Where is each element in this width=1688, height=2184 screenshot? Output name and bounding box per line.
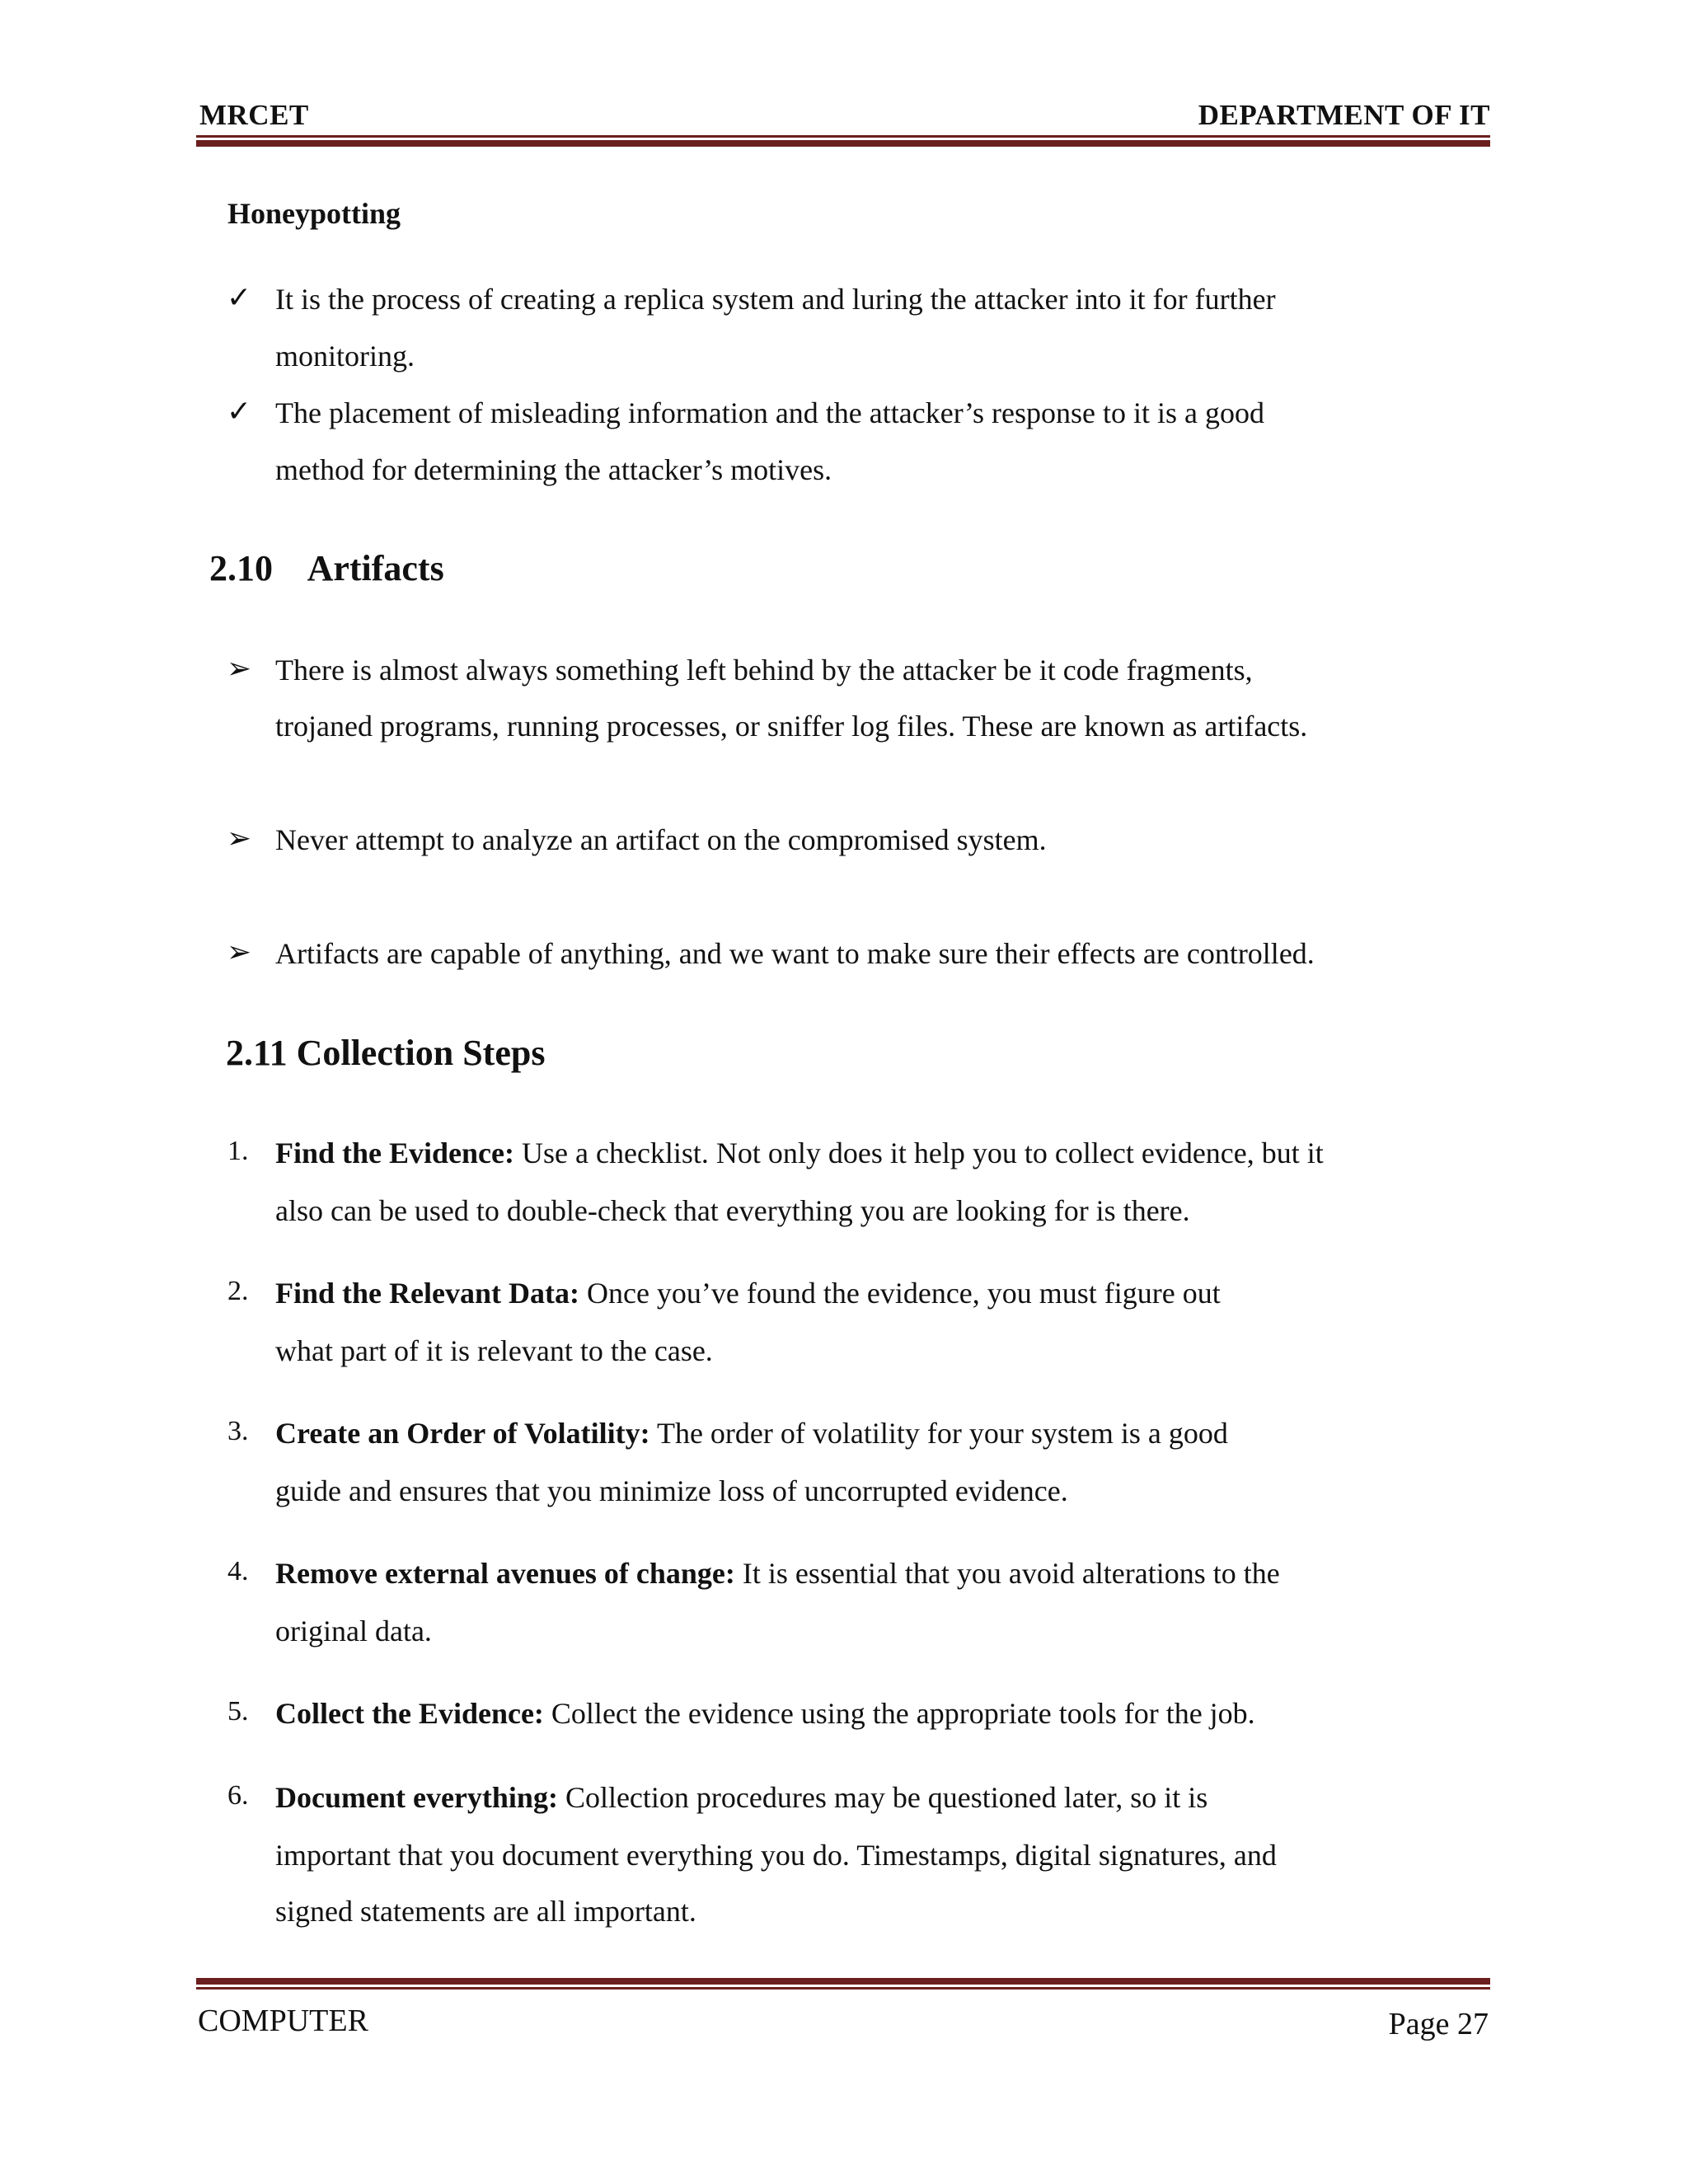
header-rule-thin <box>196 135 1490 138</box>
artifacts-section-title: 2.10 Artifacts <box>209 548 444 588</box>
artifacts-item-2-line-1: Never attempt to analyze an artifact on the compromised system. <box>275 823 1047 856</box>
collection-item-6-line-2: important that you document everything you do. Timestamps, digital signatures, and <box>275 1839 1277 1872</box>
collection-item-4-line-1 <box>275 1544 1280 1602</box>
artifacts-item-1-line-2: trojaned programs, running processes, or sniffer log files. These are known as artifacts. <box>275 710 1308 743</box>
collection-item-1-line-1 <box>275 1124 1324 1182</box>
collection-item-6-number: 6. <box>227 1780 249 1811</box>
collection-item-1-number: 1. <box>227 1136 249 1166</box>
arrow-bullet-icon: ➢ <box>226 652 252 685</box>
collection-item-4-line-2: original data. <box>275 1615 432 1647</box>
collection-item-2-text: Once you’ve found the evidence, you must figure out <box>579 1277 1221 1310</box>
collection-item-6-line-1 <box>275 1769 1207 1826</box>
collection-item-6-label: Document everything: <box>275 1781 558 1814</box>
collection-item-2-label: Find the Relevant Data: <box>275 1277 579 1310</box>
collection-item-3-label: Create an Order of Volatility: <box>275 1417 650 1450</box>
check-bullet-icon: ✓ <box>226 395 252 428</box>
honeypotting-item-2-line-1: The placement of misleading information and the attacker’s response to it is a good <box>275 396 1264 429</box>
arrow-bullet-icon: ➢ <box>226 935 252 968</box>
page-number: Page 27 <box>1388 2007 1489 2041</box>
artifacts-item-3-line-1: Artifacts are capable of anything, and we want to make sure their effects are controlled. <box>275 937 1315 970</box>
header-left-title: MRCET <box>199 99 309 131</box>
collection-item-5-line-1 <box>275 1685 1255 1742</box>
collection-item-4-number: 4. <box>227 1556 249 1586</box>
collection-item-6-text: Collection procedures may be questioned later, so it is <box>557 1781 1208 1814</box>
collection-item-2-number: 2. <box>227 1276 249 1306</box>
footer-rule-thick <box>196 1978 1490 1985</box>
collection-section-title: 2.11 Collection Steps <box>226 1033 546 1073</box>
collection-item-3-text: The order of volatility for your system is a good <box>649 1417 1228 1450</box>
collection-item-5-label: Collect the Evidence: <box>275 1697 544 1730</box>
collection-item-2-line-2: what part of it is relevant to the case. <box>275 1334 713 1367</box>
honeypotting-item-1-line-2: monitoring. <box>275 340 415 373</box>
footer-left-label: COMPUTER <box>198 2004 368 2038</box>
collection-item-4-label: Remove external avenues of change: <box>275 1557 735 1590</box>
collection-item-1-line-2: also can be used to double-check that everything you are looking for is there. <box>275 1194 1190 1227</box>
collection-item-3-line-2: guide and ensures that you minimize loss of uncorrupted evidence. <box>275 1474 1068 1507</box>
collection-item-1-text: Use a checklist. Not only does it help you to collect evidence, but it <box>514 1137 1324 1169</box>
honeypotting-heading: Honeypotting <box>227 197 401 230</box>
collection-item-6-line-3: signed statements are all important. <box>275 1895 696 1928</box>
footer-rule-thin <box>196 1987 1490 1990</box>
honeypotting-item-1-line-1: It is the process of creating a replica system and luring the attacker into it for further <box>275 283 1276 316</box>
collection-item-1-label: Find the Evidence: <box>275 1137 515 1169</box>
header-right-title: DEPARTMENT OF IT <box>1198 99 1490 131</box>
honeypotting-item-2-line-2: method for determining the attacker’s motives. <box>275 453 832 486</box>
artifacts-item-1-line-1: There is almost always something left behind by the attacker be it code fragments, <box>275 654 1253 687</box>
collection-item-5-text: Collect the evidence using the appropriate tools for the job. <box>543 1697 1255 1730</box>
arrow-bullet-icon: ➢ <box>226 822 252 855</box>
header-rule-thick <box>196 140 1490 147</box>
collection-item-3-line-1 <box>275 1404 1228 1462</box>
check-bullet-icon: ✓ <box>226 281 252 314</box>
collection-item-2-line-1 <box>275 1264 1221 1322</box>
collection-item-4-text: It is essential that you avoid alterations to the <box>734 1557 1280 1590</box>
collection-item-5-number: 5. <box>227 1696 249 1727</box>
collection-item-3-number: 3. <box>227 1416 249 1446</box>
